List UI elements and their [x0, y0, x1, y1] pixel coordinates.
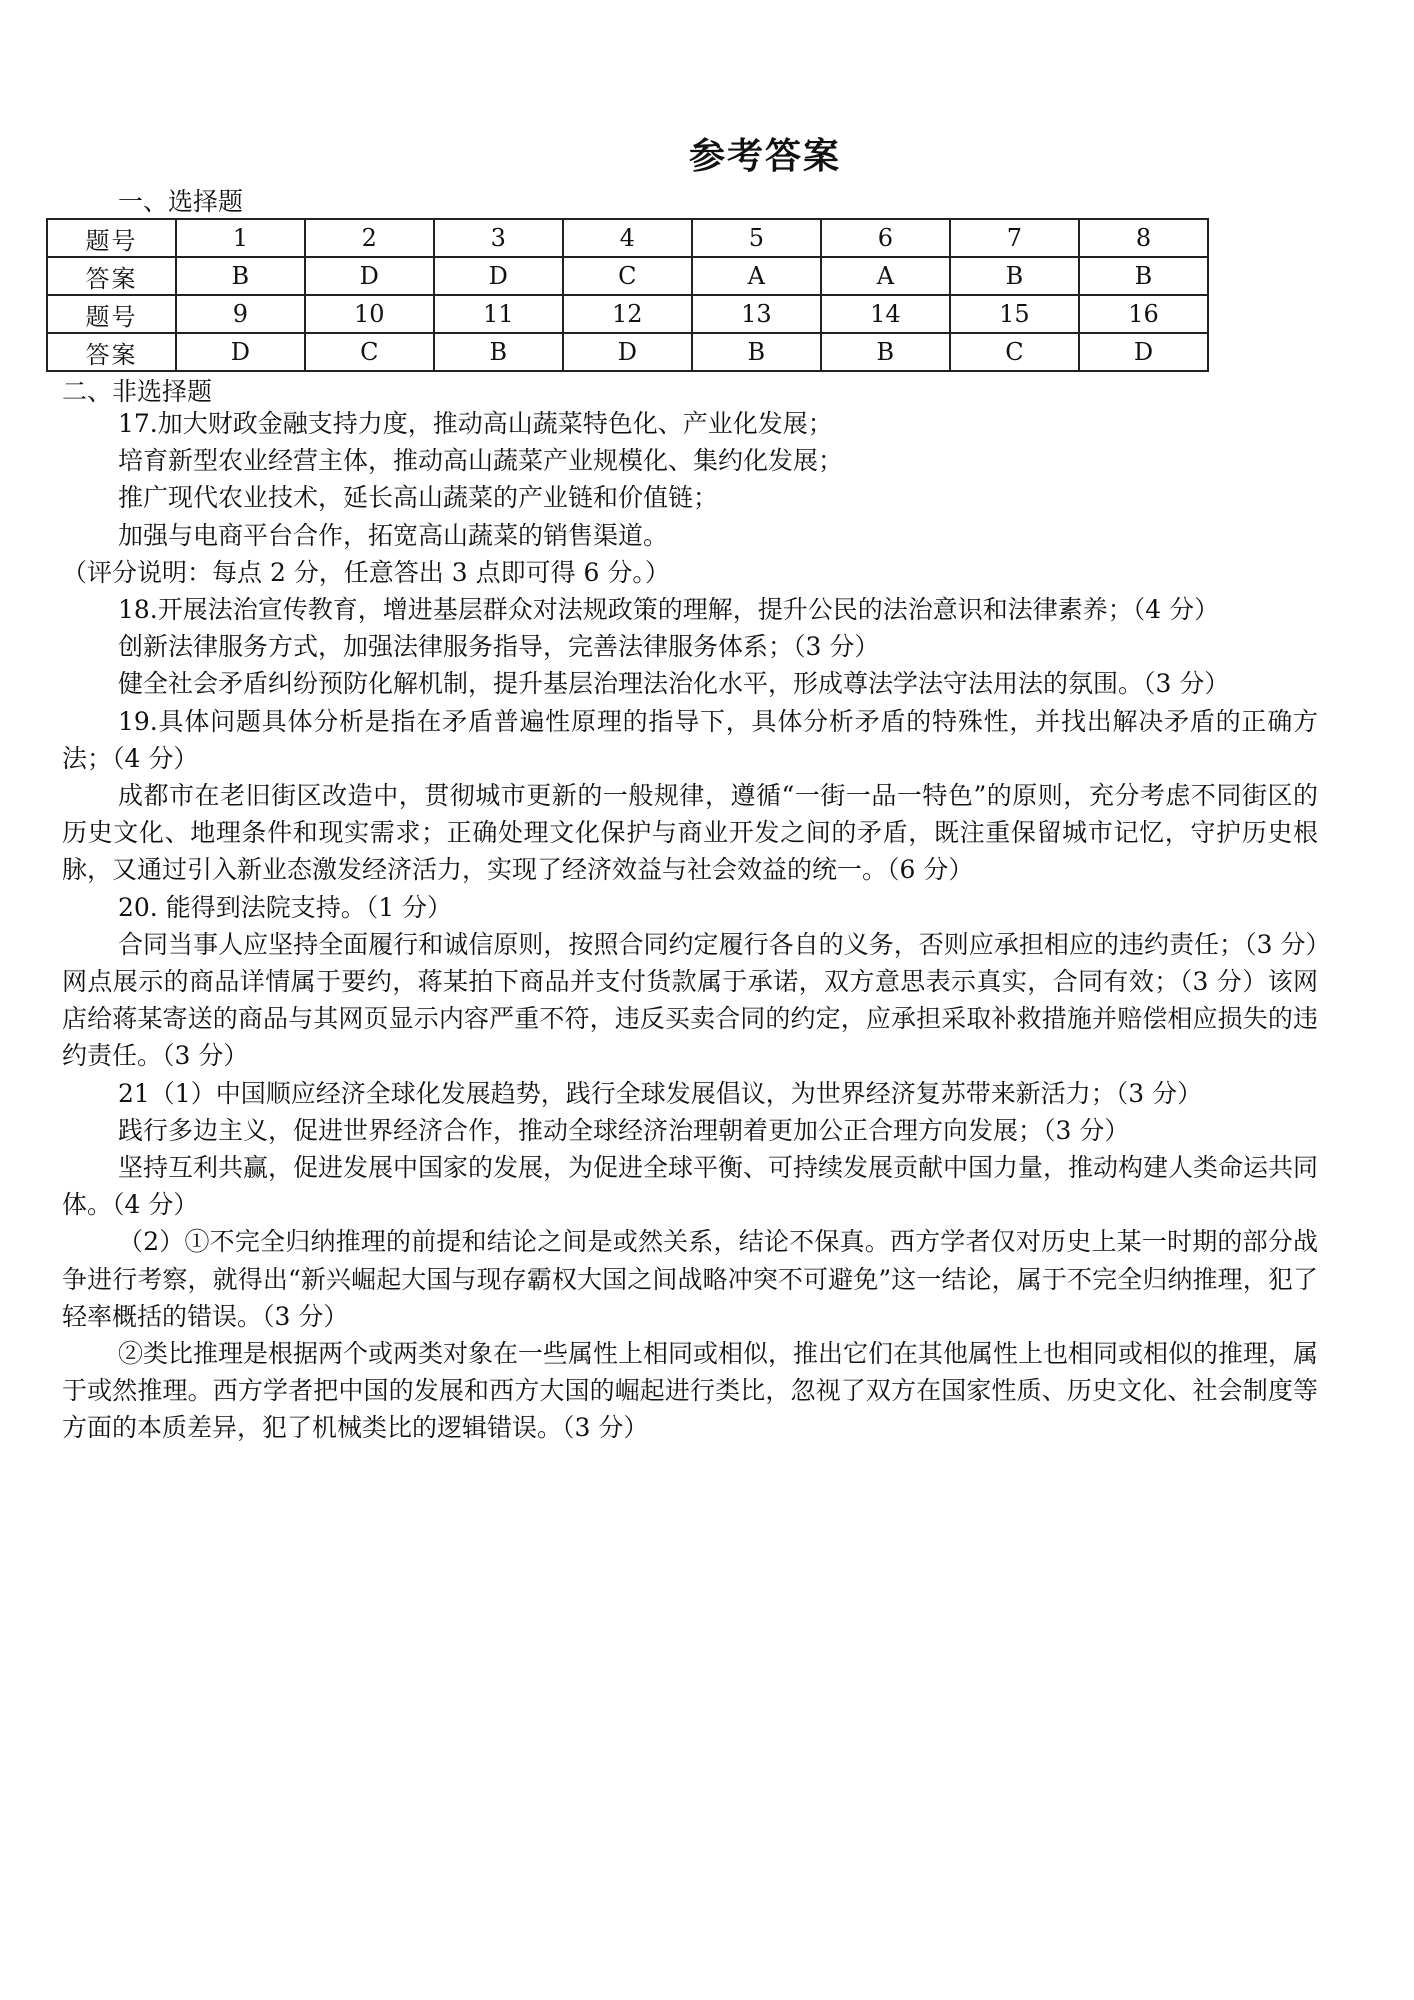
table-cell: B — [821, 333, 950, 371]
answer-paragraph: 创新法律服务方式，加强法律服务指导，完善法律服务体系；（3 分） — [118, 632, 880, 662]
answer-paragraph: 19.具体问题具体分析是指在矛盾普遍性原理的指导下，具体分析矛盾的特殊性，并找出解决矛盾的正确方法；（4 分） — [62, 706, 1318, 773]
table-cell: C — [305, 333, 434, 371]
section-heading-nonchoice: 二、非选择题 — [62, 377, 213, 406]
answer-paragraph: 20. 能得到法院支持。（1 分） — [118, 892, 453, 922]
table-cell: D — [434, 257, 563, 295]
table-row — [47, 219, 1208, 257]
table-cell: 4 — [563, 219, 692, 257]
answer-paragraph: 加强与电商平台合作，拓宽高山蔬菜的销售渠道。 — [118, 520, 669, 550]
table-cell: 5 — [692, 219, 821, 257]
answer-paragraph: ②类比推理是根据两个或两类对象在一些属性上相同或相似，推出它们在其他属性上也相同或相似的推理，属于或然推理。西方学者把中国的发展和西方大国的崛起进行类比，忽视了双方在国家性质、历史文化、社会制度等方面的本质差异，犯了机械类比的逻辑错误。（3 分） — [62, 1339, 1319, 1443]
table-cell: 13 — [692, 295, 821, 333]
answer-body — [62, 405, 1318, 1447]
table-cell: 7 — [950, 219, 1079, 257]
table-row-header: 答案 — [47, 257, 176, 295]
table-cell: C — [950, 333, 1079, 371]
table-cell: B — [434, 333, 563, 371]
page-title: 参考答案 — [688, 135, 841, 177]
table-row-header: 题号 — [47, 219, 176, 257]
answer-table — [46, 218, 1209, 372]
table-cell: A — [692, 257, 821, 295]
table-cell: B — [950, 257, 1079, 295]
table-cell: D — [176, 333, 305, 371]
table-cell: 3 — [434, 219, 563, 257]
table-cell: 1 — [176, 219, 305, 257]
answer-paragraph: 成都市在老旧街区改造中，贯彻城市更新的一般规律，遵循“一街一品一特色”的原则，充分考虑不同街区的历史文化、地理条件和现实需求；正确处理文化保护与商业开发之间的矛盾，既注重保留城市记忆，守护历史根脉，又通过引入新业态激发经济活力，实现了经济效益与社会效益的统一。（6 分） — [62, 781, 1318, 885]
table-cell: 9 — [176, 295, 305, 333]
table-cell: D — [563, 333, 692, 371]
table-cell: 2 — [305, 219, 434, 257]
section-heading-choice: 一、选择题 — [118, 187, 244, 216]
answer-paragraph: 践行多边主义，促进世界经济合作，推动全球经济治理朝着更加公正合理方向发展；（3 分） — [118, 1115, 1130, 1145]
table-cell: D — [305, 257, 434, 295]
table-row — [47, 295, 1208, 333]
answer-paragraph: 合同当事人应坚持全面履行和诚信原则，按照合同约定履行各自的义务，否则应承担相应的违约责任；（3 分）网点展示的商品详情属于要约，蒋某拍下商品并支付货款属于承诺，双方意思表示真实，合同有效；（3 分）该网店给蒋某寄送的商品与其网页显示内容严重不符，违反买卖合同的约定，应承担采取补救措施并赔偿相应损失的违约责任。（3 分） — [62, 929, 1318, 1071]
answer-paragraph: 培育新型农业经营主体，推动高山蔬菜产业规模化、集约化发展； — [118, 446, 844, 476]
answer-paragraph: 17.加大财政金融支持力度，推动高山蔬菜特色化、产业化发展； — [118, 409, 833, 438]
table-cell: 16 — [1079, 295, 1208, 333]
answer-paragraph: 推广现代农业技术，延长高山蔬菜的产业链和价值链； — [118, 483, 719, 513]
table-row — [47, 333, 1208, 371]
table-cell: 8 — [1079, 219, 1208, 257]
answer-paragraph: 健全社会矛盾纠纷预防化解机制，提升基层治理法治化水平，形成尊法学法守法用法的氛围。（3 分） — [118, 669, 1230, 699]
table-cell: 14 — [821, 295, 950, 333]
answer-paragraph: （评分说明：每点 2 分，任意答出 3 点即可得 6 分。） — [62, 557, 670, 587]
table-cell: 15 — [950, 295, 1079, 333]
table-cell: 10 — [305, 295, 434, 333]
table-row — [47, 257, 1208, 295]
table-row-header: 答案 — [47, 333, 176, 371]
table-cell: 12 — [563, 295, 692, 333]
table-cell: 6 — [821, 219, 950, 257]
table-cell: A — [821, 257, 950, 295]
table-cell: B — [692, 333, 821, 371]
table-row-header: 题号 — [47, 295, 176, 333]
answer-paragraph: （2）①不完全归纳推理的前提和结论之间是或然关系，结论不保真。西方学者仅对历史上某一时期的部分战争进行考察，就得出“新兴崛起大国与现存霸权大国之间战略冲突不可避免”这一结论，属于不完全归纳推理，犯了轻率概括的错误。（3 分） — [62, 1227, 1318, 1331]
answer-paragraph: 18.开展法治宣传教育，增进基层群众对法规政策的理解，提升公民的法治意识和法律素养；（4 分） — [118, 595, 1220, 625]
table-cell: 11 — [434, 295, 563, 333]
table-cell: B — [176, 257, 305, 295]
answer-paragraph: 坚持互利共赢，促进发展中国家的发展，为促进全球平衡、可持续发展贡献中国力量，推动构建人类命运共同体。（4 分） — [62, 1153, 1319, 1220]
answer-paragraph: 21（1）中国顺应经济全球化发展趋势，践行全球发展倡议，为世界经济复苏带来新活力；（3 分） — [118, 1078, 1203, 1108]
table-cell: D — [1079, 333, 1208, 371]
table-cell: C — [563, 257, 692, 295]
table-cell: B — [1079, 257, 1208, 295]
